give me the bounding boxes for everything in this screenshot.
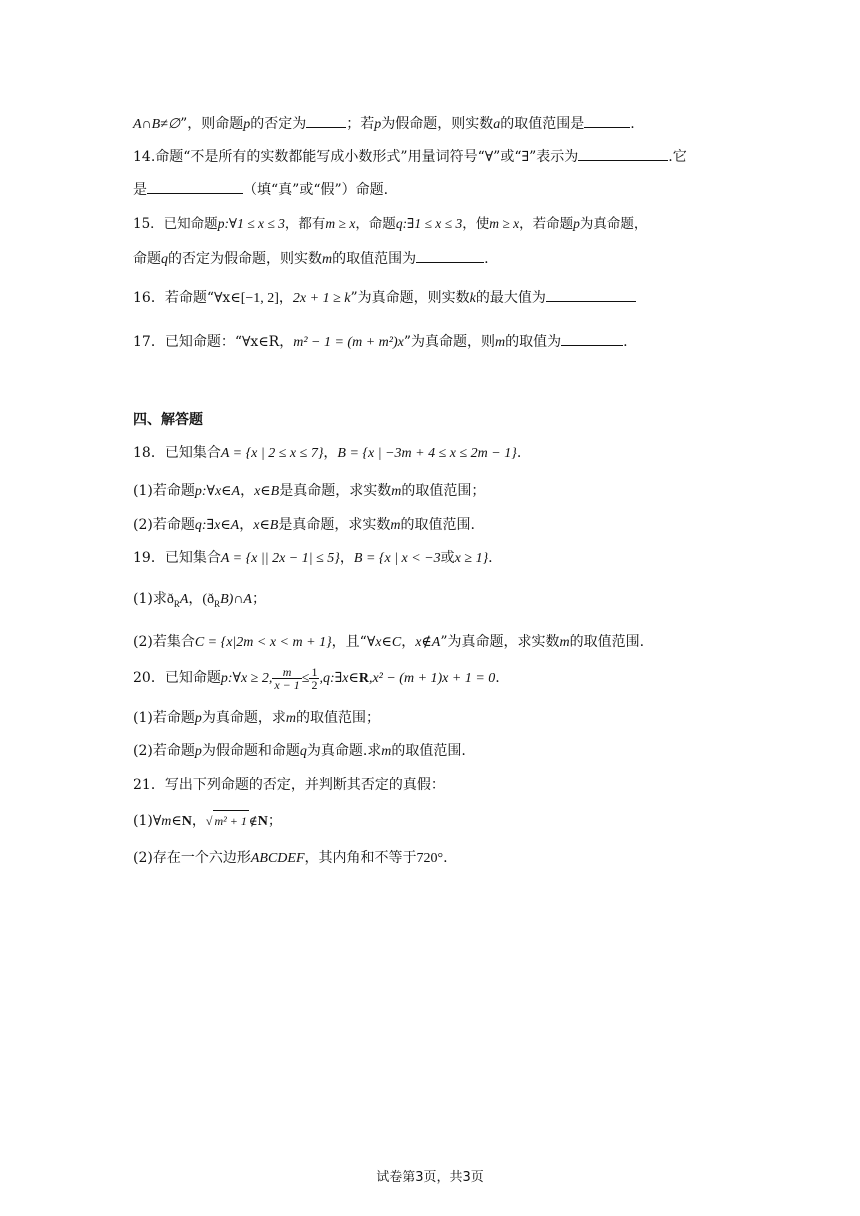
q20-stem [133, 664, 727, 693]
q19-p2-math-f: x∉A [415, 635, 441, 650]
q18-set-a: A = {x | 2 ≤ x ≤ 7} [220, 446, 324, 461]
q19-part-2 [133, 632, 727, 653]
q17-text-c: ”为真命题，则 [403, 334, 496, 350]
q17-equation: m² − 1 = (m + m²)x [293, 335, 404, 350]
q17-text-e: 的取值为 [505, 334, 562, 350]
q20-text-g: . [495, 670, 500, 686]
q20-p2-text-c: 为假命题和命题 [201, 743, 300, 759]
q16-text-c: ， [278, 290, 293, 306]
q16-text-g: 的最大值为 [475, 290, 546, 306]
q19-p2-text-a: (2)若集合 [133, 634, 195, 650]
q16-line [133, 286, 727, 309]
q18-part-2 [133, 515, 727, 536]
q19-p2-text-g: ”为真命题，求实数 [440, 634, 560, 650]
q19-p1-sub-2: R [214, 598, 221, 609]
q20-p1-text-c: 为真命题，求 [201, 710, 286, 726]
q21-p1-radicand: m² + 1 [213, 810, 249, 831]
q15-blank[interactable] [416, 247, 484, 263]
q20-fraction-2 [309, 666, 319, 691]
q19-set-b-1: B = {x | x < −3 [353, 551, 441, 566]
q20-set-r: R [358, 671, 369, 686]
q13-text-2: 的否定为 [250, 116, 307, 132]
q20-math-p: p:∀x ≥ 2, [220, 671, 273, 686]
q21-part-1 [133, 810, 727, 832]
q13-var-a: a [493, 117, 501, 132]
q15-text-e: ，命题 [355, 216, 396, 232]
q20-frac1-den: x − 1 [274, 677, 300, 692]
q17-blank[interactable] [561, 330, 623, 346]
q20-p1-var-p: p [194, 711, 202, 726]
q15-var-p: p [573, 216, 580, 231]
q16-interval: [−1, 2] [240, 291, 279, 306]
q13-text-5: 的取值范围是 [500, 116, 585, 132]
q17-text-a: 17．已知命题：“∀x∈R， [133, 334, 294, 350]
q19-p1-sub: R [173, 598, 180, 609]
q16-blank[interactable] [546, 286, 636, 302]
q19-p1-var-a: A [179, 592, 189, 607]
q20-math-q: ,q:∃x∈ [319, 671, 359, 686]
q18-p2-var-m: m [390, 518, 401, 533]
q14-text: 14.命题“不是所有的实数都能写成小数形式”用量词符号“∀”或“∃”表示为 [133, 149, 579, 165]
q21-p1-sqrt-sign: √ [205, 814, 213, 828]
q20-equation: ,x² − (m + 1)x + 1 = 0 [368, 671, 496, 686]
q21-p1-forall: ∀m∈ [152, 814, 182, 829]
q20-p1-text-a: (1)若命题 [133, 710, 195, 726]
q13-var-p2: p [374, 117, 382, 132]
q21-p2-text-a: (2)存在一个六边形 [133, 850, 251, 866]
q19-p2-text-i: 的取值范围. [569, 634, 645, 650]
q21-p1-text-d: ， [191, 813, 206, 829]
q17-text-f: . [623, 334, 628, 350]
q19-set-b-2: x ≥ 1} [454, 551, 489, 566]
q14-blank-2[interactable] [147, 178, 243, 194]
q19-p1-text-a: (1)求 [133, 591, 167, 607]
q20-p2-var-p: p [194, 744, 202, 759]
q21-part-2 [133, 848, 727, 869]
q15-text-a: 15．已知命题 [133, 216, 218, 232]
q19-p2-text-c: ，且“ [331, 634, 367, 650]
q14-text-2a: 是 [133, 182, 147, 198]
q18-p2-text-c: ， [239, 517, 254, 533]
q21-stem: 21．写出下列命题的否定，并判断其否定的真假： [133, 777, 445, 793]
q18-p1-text-a: (1)若命题 [133, 483, 195, 499]
q16-var-k: k [469, 291, 476, 306]
q20-leq: ≤ [301, 671, 310, 686]
q13-blank-1[interactable] [306, 112, 346, 128]
q15-text-k: 为真命题， [579, 216, 648, 232]
q19-part-1 [133, 589, 727, 614]
q20-p2-text-g: 的取值范围. [391, 743, 466, 759]
q15-text-2c: 的否定为假命题，则实数 [168, 251, 322, 267]
q19-p1-expr: B)∩A [220, 592, 252, 607]
q13-continuation [133, 112, 727, 135]
q20-frac1-num: m [272, 666, 301, 679]
q15-text-2a: 命题 [133, 251, 161, 267]
q15-math-p: p:∀1 ≤ x ≤ 3 [217, 216, 285, 231]
q19-p2-text-e: ， [401, 634, 416, 650]
q18-text-a: 18．已知集合 [133, 445, 221, 461]
q20-p2-text-e: 为真命题.求 [306, 743, 382, 759]
q15-line-2 [133, 247, 727, 270]
q20-frac2-den: 2 [311, 677, 318, 692]
q21-p1-notin: ∉ [248, 814, 258, 828]
q15-math-m1: m ≥ x [325, 216, 356, 231]
q20-part-1 [133, 708, 727, 729]
q17-var-m: m [495, 335, 506, 350]
q15-var-q: q [161, 252, 168, 267]
q13-var-p: p [243, 117, 251, 132]
q14-text-2b: （填“真”或“假”）命题. [243, 182, 389, 198]
q19-p1-complement: ð [166, 592, 174, 607]
q17-line [133, 330, 727, 353]
q19-p2-math-d: ∀x∈C [366, 635, 402, 650]
q14-text-end: .它 [668, 149, 687, 165]
q21-p1-set-n-2: N [257, 814, 268, 829]
section-heading: 四、解答题 [133, 412, 203, 428]
q16-text-a: 16．若命题“∀x∈ [133, 290, 241, 306]
q19-p2-set-c: C = {x|2m < x < m + 1} [194, 635, 332, 650]
q15-math-m2: m ≥ x [489, 216, 520, 231]
q18-p2-text-g: 的取值范围. [400, 517, 475, 533]
q14-line-1 [133, 145, 727, 167]
q18-p1-math-x: x∈B [254, 484, 280, 499]
q20-frac2-num: 1 [311, 664, 318, 679]
q15-var-m: m [322, 252, 333, 267]
q19-p1-complement-2: (ð [202, 592, 215, 607]
q20-p1-var-m: m [285, 711, 296, 726]
q15-text-2f: . [484, 251, 489, 267]
q16-inequality: 2x + 1 ≥ k [292, 291, 351, 306]
q20-p2-var-q: q [299, 744, 307, 759]
q21-p1-text-h: ； [267, 813, 282, 829]
q15-line-1 [133, 214, 727, 234]
q20-fraction-1 [272, 666, 301, 691]
q15-text-i: ，若命题 [519, 216, 574, 232]
q15-text-2e: 的取值范围为 [332, 251, 417, 267]
q18-p1-math-p: p:∀x∈A [194, 484, 241, 499]
q20-p2-var-m: m [381, 744, 392, 759]
q21-p2-text-e: . [443, 850, 448, 866]
q19-set-a: A = {x || 2x − 1| ≤ 5} [220, 551, 340, 566]
q14-line-2 [133, 178, 727, 200]
q15-math-q: q:∃1 ≤ x ≤ 3 [395, 216, 463, 231]
q18-stem [133, 443, 727, 464]
q18-p1-var-m: m [391, 484, 402, 499]
q18-p2-text-e: 是真命题，求实数 [278, 517, 391, 533]
q20-text-a: 20．已知命题 [133, 670, 221, 686]
q18-p2-text-a: (2)若命题 [133, 517, 195, 533]
q14-blank-1[interactable] [578, 145, 668, 161]
q16-text-e: ”为真命题，则实数 [350, 290, 470, 306]
q21-p1-set-n: N [181, 814, 192, 829]
q21-p2-text-c: ，其内角和不等于 [304, 850, 417, 866]
q20-p2-text-a: (2)若命题 [133, 743, 195, 759]
q18-text-c: ， [323, 445, 338, 461]
q19-stem [133, 548, 727, 569]
q15-text-g: ，使 [462, 216, 490, 232]
q18-p1-text-c: ， [240, 483, 255, 499]
q19-text-g: . [488, 550, 493, 566]
q18-set-b: B = {x | −3m + 4 ≤ x ≤ 2m − 1} [337, 446, 517, 461]
q18-p1-text-g: 的取值范围； [401, 483, 486, 499]
q13-text-4: 为假命题，则实数 [381, 116, 494, 132]
q13-set-expr: A∩B≠∅ [133, 117, 181, 132]
page-footer: 试卷第3页，共3页 [376, 1170, 484, 1185]
q13-text-1: ”，则命题 [180, 116, 244, 132]
q13-blank-2[interactable] [584, 112, 630, 128]
q19-p2-var-m: m [559, 635, 570, 650]
q19-text-c: ， [339, 550, 354, 566]
q19-text-e: 或 [440, 550, 455, 566]
q21-p1-text-a: (1) [133, 813, 153, 829]
q19-p1-text-d: ， [188, 591, 203, 607]
q13-text-6: . [630, 116, 635, 132]
q18-text-e: . [516, 445, 522, 461]
q18-p2-math-q: q:∃x∈A [194, 518, 240, 533]
q18-p2-math-x: x∈B [253, 518, 279, 533]
q18-part-1 [133, 481, 727, 502]
q20-part-2 [133, 741, 727, 762]
q18-p1-text-e: 是真命题，求实数 [279, 483, 392, 499]
q21-p2-hexagon: ABCDEF [250, 851, 305, 866]
q19-text-a: 19．已知集合 [133, 550, 221, 566]
q13-text-3: ；若 [346, 116, 375, 132]
q21-p2-angle: 720° [416, 851, 444, 866]
q20-p1-text-e: 的取值范围； [295, 710, 380, 726]
q19-p1-text-g: ； [252, 591, 266, 607]
q15-text-c: ，都有 [284, 216, 326, 232]
